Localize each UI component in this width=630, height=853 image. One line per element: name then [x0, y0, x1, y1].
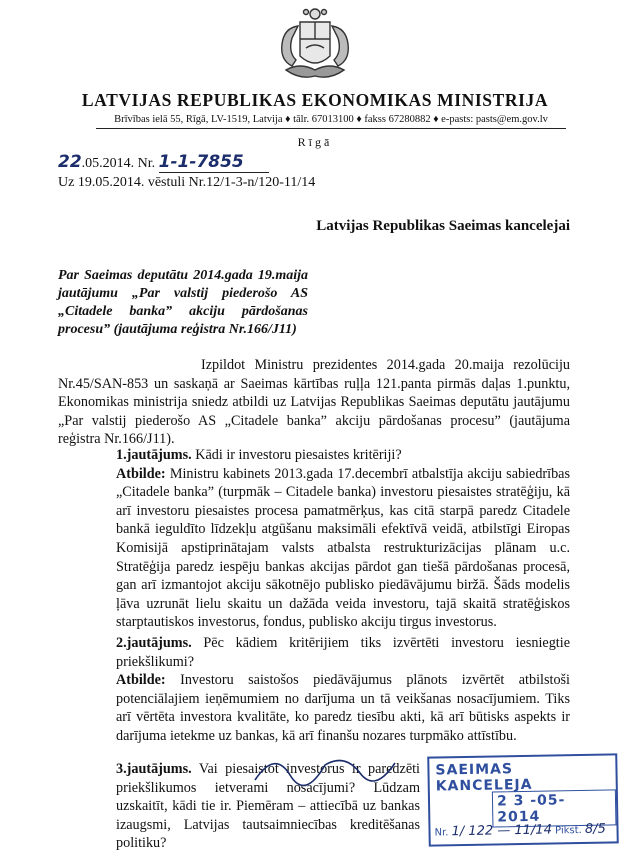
stamp-nr-value: 1/ 122 — 11/14 — [451, 822, 553, 840]
answer-2 — [58, 671, 570, 745]
answer-1 — [58, 465, 570, 632]
signature-scribble-icon — [250, 745, 400, 795]
answer-1-label: Atbilde: — [116, 465, 166, 482]
intro-paragraph: Izpildot Ministru prezidentes 2014.gada 20.maija rezolūciju Nr.45/SAN-853 un saskaņā ar Saeimas kārtības ruļļa 121.panta pirmās daļas 1.punktu, Ekonomikas ministrija sniedz atbildi uz Latvijas Republikas Saeimas deputātu jautājumu „Par valstij piederošo AS „Citadele banka” akciju pārdošanas procesu” (jautājuma reģistra Nr.166/J11). — [58, 357, 570, 448]
question-1-text: Kādi ir investoru piesaistes kritēriji? — [191, 447, 402, 463]
reference-line: Uz 19.05.2014. vēstuli Nr.12/1-3-n/120-11/14 — [58, 175, 316, 190]
stamp-pages-label: Pikst. — [555, 824, 582, 837]
question-2-text: Pēc kādiem kritērijiem tiks izvērtēti investoru iesniegtie priekšlikumi? — [116, 635, 570, 670]
handwritten-day: 22 — [58, 152, 82, 172]
question-2-label: 2.jautājums. — [116, 635, 192, 651]
handwritten-number: 1-1-7855 — [159, 152, 269, 173]
question-1-block — [58, 446, 570, 632]
stamp-pages-value: 8/5 — [584, 821, 607, 837]
subject: Par Saeimas deputātu 2014.gada 19.maija jautājumu „Par valstij piederošo AS „Citadele banka” akciju pārdošanas procesu” (jautājuma reģistra Nr.166/J11) — [58, 268, 308, 337]
question-1-label: 1.jautājums. — [116, 447, 192, 463]
answer-1-text: Ministru kabinets 2013.gada 17.decembrī atbalstīja akciju sabiedrības „Citadele banka” (turpmāk – Citadele banka) investoru piesaistes stratēģiju, kā arī investoru piesaistes procesa pamatmērķus, kas citā starpā paredz Citadele bankā ieguldīto līdzekļu atgūšanu maksimāli efektīvā veidā, atbilstīgi Eiropas Komisijā apstiprinātajam valsts atbalsta restrukturizācijas plānam u.c. Stratēģija paredz iespēju bankas akcijas pārdot gan tiešā pārdošanas procesā, gan arī izmantojot akciju sākotnējo publisko piedāvājumu biržā. Šāds modelis ļāva uzrunāt lielu skaitu un dažāda veida investoru, tajā skaitā stratēģiskos starptautiskos investorus, fondus, publisko akciju tirgus investorus. — [116, 465, 570, 631]
latvia-coat-of-arms-icon — [270, 4, 360, 88]
city-name: Rīgā — [297, 135, 333, 149]
recipient: Latvijas Republikas Saeimas kancelejai — [316, 218, 570, 234]
question-3-text: Vai piesaistot investorus ir paredzēti priekšlikumos ietverami nosacījumi? Lūdzam uzskaitīt, kādi tie ir. Piemēram – attiecībā uz bankas izaugsmi, Latvijas tautsaimniecības kreditēšanas politiku? — [116, 761, 420, 852]
stamp-title: SAEIMAS KANCELEJA — [435, 761, 533, 795]
answer-2-label: Atbilde: — [116, 672, 166, 689]
ministry-name: LATVIJAS REPUBLIKAS EKONOMIKAS MINISTRIJA — [81, 90, 549, 110]
question-1 — [58, 446, 570, 465]
ministry-address: Brīvības ielā 55, Rīgā, LV-1519, Latvija ♦ tālr. 67013100 ♦ fakss 67280882 ♦ e-pasts: pasts@em.gov.lv — [96, 114, 566, 129]
stamp-nr-label: Nr. — [434, 827, 449, 839]
date-rest: .05.2014. Nr. — [81, 156, 156, 171]
registration-stamp — [427, 753, 619, 846]
question-3-label: 3.jautājums. — [116, 761, 192, 777]
answer-2-text: Investoru saistošos piedāvājumus plānots izvērtēt atbilstoši potenciālajiem ieņēmumiem no darījuma un tā veikšanas nosacījumiem. Tiks arī vērtēta investora kvalitāte, ko paredz tiesību akti, kā arī būtisks aspekts ir darījuma ietekme uz bankas, kā arī finanšu nozares turpmāko attīstību. — [116, 672, 570, 744]
question-2-block — [58, 634, 570, 746]
stamp-number-line — [434, 822, 606, 840]
question-2 — [58, 634, 570, 671]
stamp-date: 2 3 -05- 2014 — [492, 789, 617, 827]
dateline — [58, 152, 269, 174]
